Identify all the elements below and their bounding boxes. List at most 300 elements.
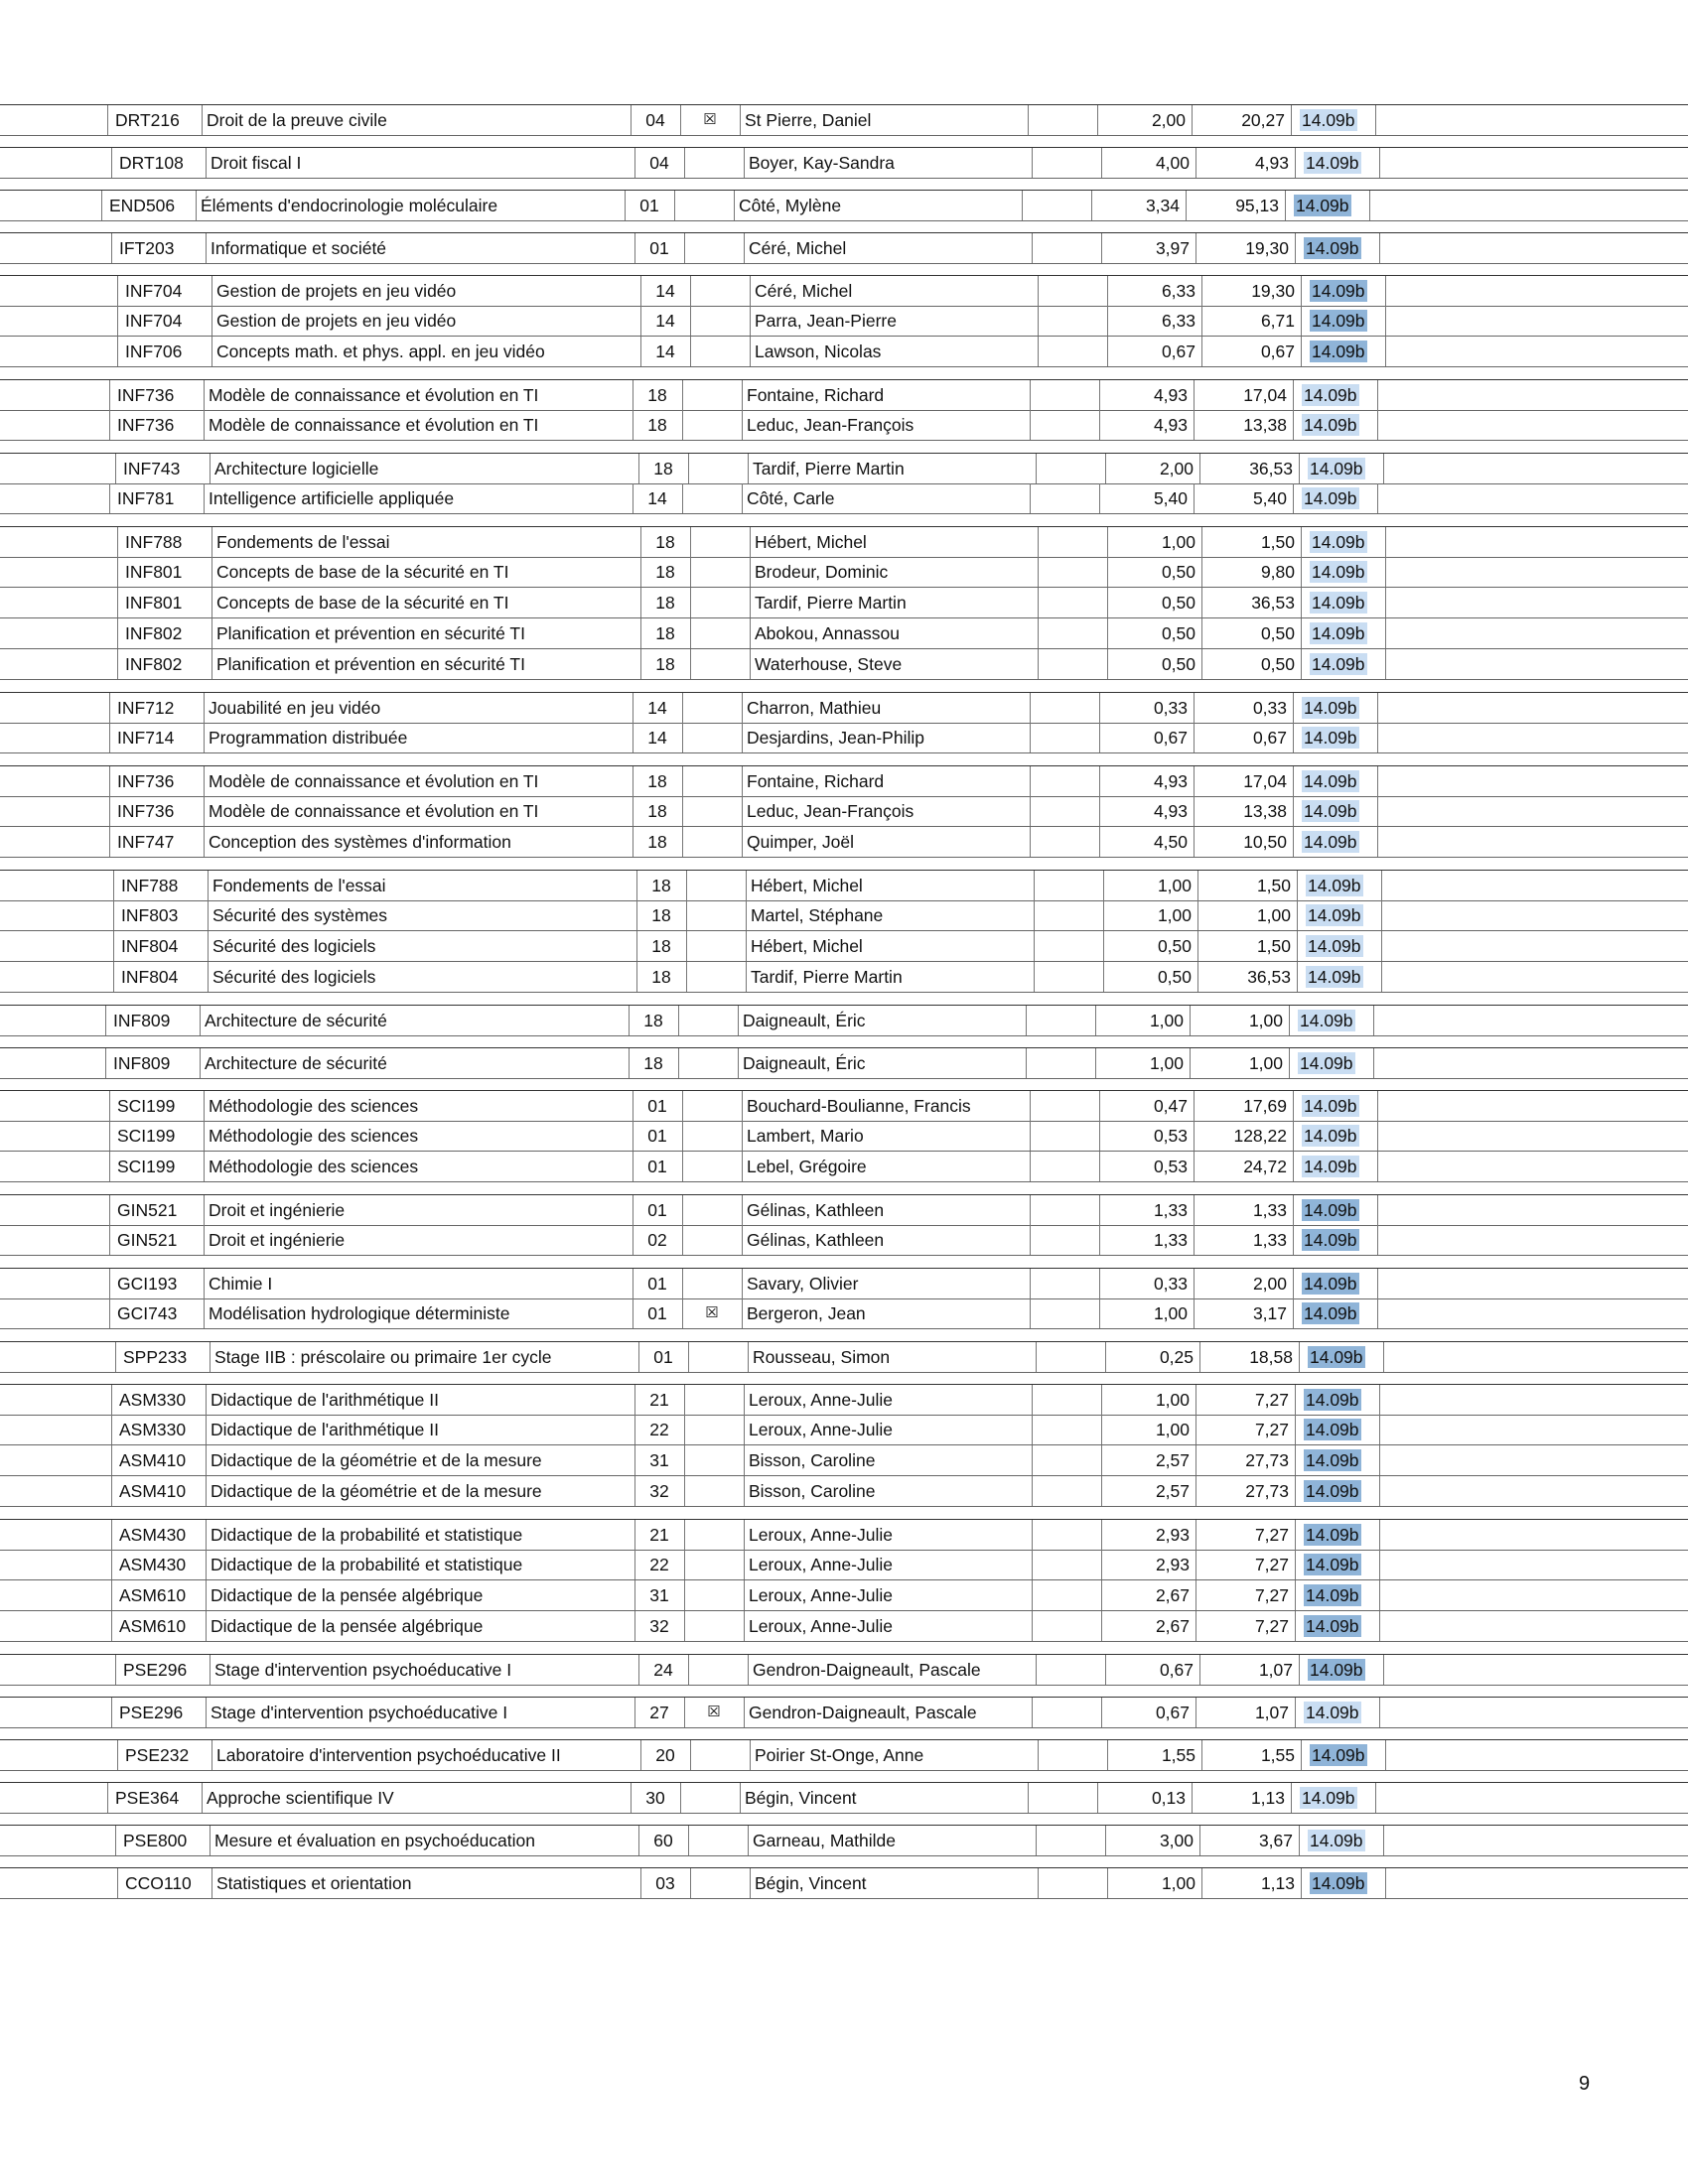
group-number: 18 — [651, 905, 671, 925]
instructor-name: Garneau, Mathilde — [753, 1831, 896, 1850]
blank-cell — [1032, 1550, 1101, 1579]
value-1: 6,33 — [1161, 281, 1196, 301]
cell-border — [101, 191, 102, 220]
course-title: Concepts de base de la sécurité en TI — [216, 593, 509, 613]
checkbox-icon — [690, 276, 750, 306]
blank-cell — [1038, 1740, 1107, 1770]
group-number: 14 — [655, 311, 675, 331]
group-number: 18 — [647, 771, 667, 791]
instructor-name: Leroux, Anne-Julie — [749, 1555, 893, 1574]
table-row — [0, 453, 1688, 484]
course-title: Gestion de projets en jeu vidéo — [216, 281, 457, 301]
group-number: 18 — [653, 459, 673, 478]
checkbox-icon — [690, 1740, 750, 1770]
session-code — [1293, 380, 1386, 410]
checkbox-icon — [688, 1655, 748, 1685]
table-row — [0, 827, 1688, 858]
group-number: 22 — [649, 1555, 669, 1574]
blank-cell — [1030, 380, 1099, 410]
blank-cell — [1034, 900, 1103, 930]
value-1: 2,93 — [1155, 1555, 1190, 1574]
blank-cell — [1038, 306, 1107, 336]
table-row — [0, 1415, 1688, 1445]
value-1: 0,25 — [1159, 1347, 1194, 1367]
value-2: 0,67 — [1260, 341, 1295, 361]
value-2: 1,50 — [1256, 936, 1291, 956]
group-number: 31 — [649, 1585, 669, 1605]
session-highlight: 14.09b — [1296, 196, 1349, 215]
value-1: 1,00 — [1149, 1053, 1184, 1073]
cell-border — [111, 1698, 112, 1727]
blank-cell — [1030, 1225, 1099, 1255]
checkbox-icon — [686, 962, 746, 992]
group-number: 18 — [655, 562, 675, 582]
session-code — [1293, 483, 1386, 513]
course-title: Didactique de l'arithmétique II — [211, 1390, 439, 1410]
group-number: 01 — [647, 1274, 667, 1294]
instructor-name: Quimper, Joël — [747, 832, 854, 852]
blank-cell — [1032, 1611, 1101, 1641]
session-highlight: 14.09b — [1304, 698, 1357, 718]
group-number: 32 — [649, 1616, 669, 1636]
table-row — [0, 1550, 1688, 1580]
instructor-name: Côté, Carle — [747, 488, 835, 508]
checkbox-icon — [684, 1611, 744, 1641]
session-highlight: 14.09b — [1304, 832, 1357, 852]
group-number: 01 — [649, 238, 669, 258]
table-row — [0, 1825, 1688, 1856]
value-2: 7,27 — [1254, 1616, 1289, 1636]
group-number: 14 — [655, 281, 675, 301]
value-1: 1,00 — [1157, 876, 1192, 895]
value-2: 5,40 — [1252, 488, 1287, 508]
group-number: 18 — [647, 832, 667, 852]
table-row — [0, 1341, 1688, 1373]
course-title: Modélisation hydrologique déterministe — [209, 1303, 510, 1323]
course-code: INF781 — [117, 488, 175, 508]
course-code: GCI193 — [117, 1274, 178, 1294]
session-highlight: 14.09b — [1306, 1585, 1359, 1605]
value-1: 0,67 — [1155, 1703, 1190, 1722]
group-number: 02 — [647, 1230, 667, 1250]
blank-cell — [1028, 1783, 1097, 1813]
checkbox-icon — [674, 191, 734, 220]
value-1: 2,57 — [1155, 1481, 1190, 1501]
blank-cell — [1030, 1195, 1099, 1225]
cell-border — [109, 796, 110, 826]
session-code — [1293, 410, 1386, 440]
value-1: 1,55 — [1161, 1745, 1196, 1765]
instructor-name: Gendron-Daigneault, Pascale — [749, 1703, 977, 1722]
group-number: 18 — [647, 415, 667, 435]
value-1: 4,93 — [1153, 385, 1188, 405]
cell-border — [105, 1048, 106, 1078]
session-code — [1293, 827, 1386, 857]
course-code: GCI743 — [117, 1303, 178, 1323]
course-title: Méthodologie des sciences — [209, 1126, 419, 1146]
course-code: PSE232 — [125, 1745, 190, 1765]
value-1: 0,53 — [1153, 1157, 1188, 1176]
value-2: 17,04 — [1243, 771, 1287, 791]
table-row — [0, 1782, 1688, 1814]
value-2: 36,53 — [1247, 967, 1291, 987]
checkbox-icon — [690, 1868, 750, 1898]
cell-border — [113, 871, 114, 900]
blank-cell — [1030, 766, 1099, 796]
course-title: Architecture de sécurité — [205, 1053, 387, 1073]
value-2: 1,07 — [1254, 1703, 1289, 1722]
table-row — [0, 588, 1688, 618]
blank-cell — [1032, 1520, 1101, 1550]
course-title: Fondements de l'essai — [212, 876, 386, 895]
value-2: 3,17 — [1252, 1303, 1287, 1323]
session-highlight: 14.09b — [1312, 281, 1365, 301]
group-number: 01 — [639, 196, 659, 215]
blank-cell — [1030, 723, 1099, 752]
value-2: 1,00 — [1248, 1011, 1283, 1030]
session-code — [1295, 1580, 1388, 1610]
group-number: 22 — [649, 1420, 669, 1439]
session-code — [1293, 766, 1386, 796]
session-code — [1293, 1298, 1386, 1328]
cell-border — [115, 1342, 116, 1372]
session-code — [1299, 454, 1392, 483]
course-title: Gestion de projets en jeu vidéo — [216, 311, 457, 331]
session-highlight: 14.09b — [1308, 905, 1361, 925]
value-2: 20,27 — [1241, 110, 1285, 130]
blank-cell — [1038, 588, 1107, 617]
value-2: 128,22 — [1233, 1126, 1287, 1146]
checkbox-icon — [690, 618, 750, 648]
session-highlight: 14.09b — [1306, 1481, 1359, 1501]
cell-border — [111, 1520, 112, 1550]
value-1: 0,67 — [1161, 341, 1196, 361]
value-1: 4,93 — [1153, 801, 1188, 821]
course-code: ASM430 — [119, 1555, 187, 1574]
cell-border — [109, 483, 110, 513]
table-row — [0, 104, 1688, 136]
checkbox-icon — [680, 1783, 740, 1813]
course-title: Conception des systèmes d'information — [209, 832, 511, 852]
blank-cell — [1036, 454, 1105, 483]
value-2: 17,69 — [1243, 1096, 1287, 1116]
cell-border — [109, 723, 110, 752]
checkbox-icon — [682, 1195, 742, 1225]
instructor-name: Waterhouse, Steve — [755, 654, 903, 674]
course-code: IFT203 — [119, 238, 175, 258]
value-2: 7,27 — [1254, 1525, 1289, 1545]
course-code: ASM410 — [119, 1450, 187, 1470]
checkbox-icon — [688, 1342, 748, 1372]
instructor-name: Brodeur, Dominic — [755, 562, 889, 582]
blank-cell — [1034, 962, 1103, 992]
value-1: 0,47 — [1153, 1096, 1188, 1116]
value-2: 7,27 — [1254, 1390, 1289, 1410]
session-code — [1291, 1783, 1384, 1813]
course-title: Didactique de la probabilité et statistique — [211, 1525, 523, 1545]
checkbox-icon — [682, 1152, 742, 1181]
value-2: 0,50 — [1260, 623, 1295, 643]
checkbox-icon — [688, 1826, 748, 1855]
course-title: Didactique de la géométrie et de la mesure — [211, 1450, 542, 1470]
checkbox-icon — [686, 871, 746, 900]
blank-cell — [1032, 1415, 1101, 1444]
course-title: Modèle de connaissance et évolution en TI — [209, 385, 539, 405]
course-title: Éléments d'endocrinologie moléculaire — [201, 196, 498, 215]
cell-border — [109, 693, 110, 723]
session-code — [1293, 1195, 1386, 1225]
blank-cell — [1030, 1091, 1099, 1121]
value-2: 7,27 — [1254, 1585, 1289, 1605]
session-code — [1301, 588, 1394, 617]
value-1: 3,34 — [1145, 196, 1180, 215]
blank-cell — [1038, 337, 1107, 366]
group-number: 18 — [651, 967, 671, 987]
value-2: 10,50 — [1243, 832, 1287, 852]
course-title: Stage d'intervention psychoéducative I — [211, 1703, 508, 1722]
instructor-name: Tardif, Pierre Martin — [751, 967, 903, 987]
table-row — [0, 232, 1688, 264]
group-number: 31 — [649, 1450, 669, 1470]
blank-cell — [1030, 410, 1099, 440]
table-row — [0, 1121, 1688, 1152]
value-2: 1,50 — [1256, 876, 1291, 895]
session-highlight: 14.09b — [1312, 1873, 1365, 1893]
session-code — [1295, 1415, 1388, 1444]
table-row — [0, 649, 1688, 680]
session-highlight: 14.09b — [1304, 385, 1357, 405]
instructor-name: Fontaine, Richard — [747, 771, 885, 791]
session-highlight: 14.09b — [1312, 1745, 1365, 1765]
session-code — [1293, 1225, 1386, 1255]
table-row — [0, 1384, 1688, 1416]
session-code — [1299, 1826, 1392, 1855]
value-2: 17,04 — [1243, 385, 1287, 405]
table-row — [0, 692, 1688, 724]
blank-cell — [1032, 1698, 1101, 1727]
instructor-name: Lawson, Nicolas — [755, 341, 882, 361]
instructor-name: Bégin, Vincent — [745, 1788, 857, 1808]
session-highlight: 14.09b — [1312, 562, 1365, 582]
table-row — [0, 1090, 1688, 1122]
value-1: 0,50 — [1161, 562, 1196, 582]
course-code: INF712 — [117, 698, 175, 718]
course-title: Didactique de la probabilité et statistique — [211, 1555, 523, 1574]
table-row — [0, 1519, 1688, 1551]
session-highlight: 14.09b — [1310, 1347, 1363, 1367]
value-1: 0,50 — [1161, 623, 1196, 643]
value-1: 1,33 — [1153, 1230, 1188, 1250]
group-number: 18 — [655, 593, 675, 613]
session-highlight: 14.09b — [1304, 801, 1357, 821]
group-number: 30 — [645, 1788, 665, 1808]
table-row — [0, 796, 1688, 827]
instructor-name: Hébert, Michel — [755, 532, 867, 552]
cell-border — [117, 306, 118, 336]
session-highlight: 14.09b — [1312, 593, 1365, 613]
course-title: Informatique et société — [211, 238, 387, 258]
value-1: 1,00 — [1153, 1303, 1188, 1323]
session-code — [1293, 1121, 1386, 1151]
value-1: 0,50 — [1161, 654, 1196, 674]
course-code: PSE364 — [115, 1788, 180, 1808]
blank-cell — [1030, 1298, 1099, 1328]
course-code: INF804 — [121, 936, 179, 956]
value-1: 0,67 — [1159, 1660, 1194, 1680]
course-code: END506 — [109, 196, 176, 215]
course-title: Mesure et évaluation en psychoéducation — [214, 1831, 535, 1850]
session-highlight: 14.09b — [1308, 936, 1361, 956]
session-code — [1299, 1655, 1392, 1685]
cell-border — [117, 1740, 118, 1770]
checkbox-icon — [690, 527, 750, 557]
blank-cell — [1036, 1342, 1105, 1372]
checkbox-icon: ☒ — [703, 111, 717, 128]
value-1: 2,67 — [1155, 1616, 1190, 1636]
blank-cell — [1030, 1152, 1099, 1181]
table-row — [0, 1739, 1688, 1771]
session-code — [1285, 191, 1378, 220]
course-code: GIN521 — [117, 1200, 178, 1220]
session-code — [1293, 723, 1386, 752]
cell-border — [109, 1195, 110, 1225]
group-number: 14 — [647, 488, 667, 508]
blank-cell — [1038, 276, 1107, 306]
value-1: 4,50 — [1153, 832, 1188, 852]
session-highlight: 14.09b — [1312, 654, 1365, 674]
group-number: 60 — [653, 1831, 673, 1850]
value-1: 0,50 — [1157, 936, 1192, 956]
checkbox-icon — [682, 483, 742, 513]
blank-cell — [1026, 1048, 1095, 1078]
session-highlight: 14.09b — [1300, 1053, 1353, 1073]
group-number: 04 — [645, 110, 665, 130]
course-code: ASM330 — [119, 1420, 187, 1439]
group-number: 21 — [649, 1390, 669, 1410]
group-number: 18 — [647, 385, 667, 405]
value-2: 36,53 — [1251, 593, 1295, 613]
session-code — [1295, 1698, 1388, 1727]
checkbox-icon — [684, 1385, 744, 1415]
session-code — [1297, 900, 1390, 930]
course-title: Fondements de l'essai — [216, 532, 390, 552]
value-2: 1,00 — [1256, 905, 1291, 925]
cell-border — [115, 1655, 116, 1685]
blank-cell — [1034, 871, 1103, 900]
course-title: Droit et ingénierie — [209, 1200, 346, 1220]
cell-border — [109, 380, 110, 410]
blank-cell — [1038, 618, 1107, 648]
table-row — [0, 410, 1688, 441]
checkbox-icon — [684, 1550, 744, 1579]
blank-cell — [1032, 1476, 1101, 1506]
instructor-name: Leduc, Jean-François — [747, 415, 914, 435]
session-highlight: 14.09b — [1302, 110, 1355, 130]
checkbox-icon — [684, 1415, 744, 1444]
course-title: Laboratoire d'intervention psychoéducative II — [216, 1745, 561, 1765]
instructor-name: Hébert, Michel — [751, 876, 863, 895]
value-1: 1,00 — [1157, 905, 1192, 925]
session-highlight: 14.09b — [1306, 1703, 1359, 1722]
cell-border — [109, 1152, 110, 1181]
course-code: ASM330 — [119, 1390, 187, 1410]
session-code — [1293, 1269, 1386, 1298]
group-number: 18 — [655, 623, 675, 643]
course-code: ASM610 — [119, 1616, 187, 1636]
course-title: Méthodologie des sciences — [209, 1157, 419, 1176]
course-title: Modèle de connaissance et évolution en TI — [209, 771, 539, 791]
checkbox-icon — [678, 1048, 738, 1078]
session-highlight: 14.09b — [1304, 488, 1357, 508]
course-title: Chimie I — [209, 1274, 273, 1294]
course-code: INF803 — [121, 905, 179, 925]
cell-border — [111, 1385, 112, 1415]
instructor-name: Céré, Michel — [749, 238, 847, 258]
cell-border — [117, 618, 118, 648]
value-2: 95,13 — [1235, 196, 1279, 215]
value-2: 27,73 — [1245, 1450, 1289, 1470]
blank-cell — [1030, 1269, 1099, 1298]
session-highlight: 14.09b — [1304, 1126, 1357, 1146]
instructor-name: Leroux, Anne-Julie — [749, 1420, 893, 1439]
cell-border — [109, 1269, 110, 1298]
course-title: Didactique de l'arithmétique II — [211, 1420, 439, 1439]
group-number: 24 — [653, 1660, 673, 1680]
value-2: 1,00 — [1248, 1053, 1283, 1073]
instructor-name: Leroux, Anne-Julie — [749, 1585, 893, 1605]
session-code — [1295, 1520, 1388, 1550]
session-highlight: 14.09b — [1304, 1157, 1357, 1176]
instructor-name: Bisson, Caroline — [749, 1481, 876, 1501]
session-code — [1295, 233, 1388, 263]
session-code — [1293, 1152, 1386, 1181]
course-title: Didactique de la pensée algébrique — [211, 1585, 484, 1605]
instructor-name: Lebel, Grégoire — [747, 1157, 867, 1176]
session-highlight: 14.09b — [1304, 728, 1357, 748]
course-title: Sécurité des logiciels — [212, 936, 376, 956]
session-code — [1301, 557, 1394, 587]
cell-border — [111, 1476, 112, 1506]
checkbox-icon — [682, 827, 742, 857]
value-1: 0,33 — [1153, 698, 1188, 718]
cell-border — [109, 410, 110, 440]
checkbox-icon: ☒ — [707, 1704, 721, 1720]
session-code — [1297, 931, 1390, 961]
value-2: 3,67 — [1258, 1831, 1293, 1850]
session-highlight: 14.09b — [1302, 1788, 1355, 1808]
session-code — [1295, 1445, 1388, 1475]
course-code: INF788 — [121, 876, 179, 895]
course-code: INF802 — [125, 623, 183, 643]
group-number: 18 — [651, 936, 671, 956]
course-code: INF801 — [125, 593, 183, 613]
blank-cell — [1032, 1445, 1101, 1475]
session-code — [1301, 1868, 1394, 1898]
checkbox-icon — [678, 1006, 738, 1035]
cell-border — [105, 1006, 106, 1035]
table-row — [0, 765, 1688, 797]
checkbox-icon — [682, 380, 742, 410]
table-row — [0, 1194, 1688, 1226]
blank-cell — [1030, 827, 1099, 857]
course-title: Programmation distribuée — [209, 728, 408, 748]
cell-border — [111, 233, 112, 263]
instructor-name: Daigneault, Éric — [743, 1053, 866, 1073]
blank-cell — [1036, 1826, 1105, 1855]
value-2: 1,13 — [1260, 1873, 1295, 1893]
instructor-name: Boyer, Kay-Sandra — [749, 153, 895, 173]
value-2: 1,13 — [1250, 1788, 1285, 1808]
